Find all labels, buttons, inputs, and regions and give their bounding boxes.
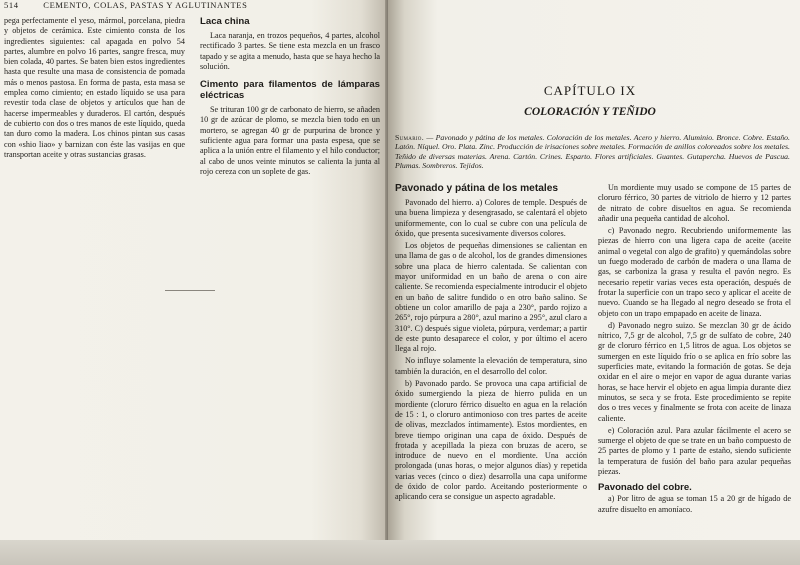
summary-text: — Pavonado y pátina de los metales. Coloración de los metales. Acero y hierro. Aluminio. Bronce. Cobre. Estaño. Latón. Níquel. Oro. Plata. Zinc. Producción de irisaciones sobre metales. Formación de anillos coloreados sobre los metales. Teñido de diversas materias. Arena. Cartón. Crines. Esparto. Flores artificiales. Guantes. Gutapercha. Huevos de Pascua. Plumas. Sombreros. Tejidos. (395, 133, 791, 171)
left-col1-paragraph: pega perfectamente el yeso, mármol, porcelana, piedra y objetos de cerámica. Este cimiento consta de los ingredientes siguientes: cal apagada en polvo 54 partes, alumbre en polvo 16 partes, sangre fresca, muy bien colada, 40 partes. Se baten bien estos ingredientes hasta que resulte una masa de consistencia de pomada más o menos pastosa. En forma de pasta, esta masa se emplea como cimiento; en estado líquido se usa para revestir toda clase de objetos y artículos que han de hacerse impermeables y duraderos. El cartón, después de cubierto con dos o tres manos de este líquido, queda tan duro como la madera. Los chinos pintan sus casas con «shio liao» y barnizan con éste las vasijas en que transportan aceite y otras sustancias grasas. (4, 16, 185, 159)
right-column-2 (598, 183, 791, 515)
column-rule (165, 290, 215, 291)
laca-china-paragraph: Laca naranja, en trozos pequeños, 4 partes, alcohol rectificado 3 partes. Se tiene esta mezcla en un frasco tapado y se agita a menudo, hasta que se haya hecho la solución. (200, 31, 380, 71)
right-col1-paragraph-1: Pavonado del hierro. a) Colores de temple. Después de una buena limpieza y desengrasado, se calentará el objeto uniformemente, con lo cual se cubre con una película de óxido, que presenta sucesivamente diversos colores. (395, 198, 587, 238)
heading-pavonado-cobre: Pavonado del cobre. (598, 482, 692, 494)
left-page (0, 0, 388, 540)
left-column-2 (200, 16, 380, 177)
left-running-head (4, 0, 324, 10)
chapter-title: CAPÍTULO IX (543, 83, 637, 98)
right-col1-paragraph-4: b) Pavonado pardo. Se provoca una capa artificial de óxido sumergiendo la pieza de hierro pulida en un mordiente (cloruro férrico disuelto en agua en la relación de 15 : 1, o cloruro antimonioso con tres partes de aceite de olivas, mezclados íntimamente). Estos mordientes, en breve tiempo originan una capa de óxido. Después de frotada y acepillada la pieza con bruzas de acero, se introduce de nuevo en el mordiente. Una acción prolongada (unas horas, o mejor algunos días) y repetida varias veces (cinco o diez) desarrolla una capa uniforme de óxido de color pardo. Aceitando posteriormente o aplicando cera se consigue un aspecto agradable. (395, 379, 587, 502)
right-col2-paragraph-2: c) Pavonado negro. Recubriendo uniformemente las piezas de hierro con una ligera capa de aceite (aceite animal o vegetal con algo de grafito) y quemándolas sobre un fuego moderado de carbón de madera o una llama de gas, se carboniza la grasa y resulta el pavón negro. Es necesario repetir varias veces esta operación, después de frotar la superficie con un trapo seco y aplicar el aceite de nuevo. Cuando se ha llegado al negro deseado se frota el objeto con un trapo empapado en aceite de linaza. (598, 226, 791, 318)
left-page-number: 514 (4, 0, 19, 10)
chapter-summary (395, 133, 790, 171)
right-col1-paragraph-2: Los objetos de pequeñas dimensiones se calientan en una llama de gas o de alcohol, los de grandes dimensiones sobre una placa de hierro calentada. Se calientan con mayor uniformidad en un baño de arena o con aire caliente. Se recomienda especialmente introducir el objeto en un baño de salitre fundido o en otro baño salino. Se obtiene un color amarillo de paja a 230°, pardo rojizo a 265°, rojo púrpura a 280°, azul marino a 295°, azul claro a 310°. C) después sigue violeta, púrpura, verdemar; a partir de este punto desaparece el color, y por último el acero llega al rojo. (395, 241, 587, 354)
right-col2-paragraph-3: d) Pavonado negro suizo. Se mezclan 30 gr de ácido nítrico, 7,5 gr de alcohol, 7,5 gr de sulfato de cobre, 240 gr de cloruro férrico en 1,5 litros de agua. Los objetos se sumergen en este líquido frío o se aplica en frío sobre las superficies mate, evitando la formación de gotas. Se deja oxidar en el aire o mejor en vapor de agua durante varias horas, se hace hervir el objeto en agua limpia durante diez minutos, se seca y se frota. Este procedimiento se repite dos o tres veces y finalmente se frota con aceite de linaza caliente. (598, 320, 791, 423)
right-col1-paragraph-3: No influye solamente la elevación de temperatura, sino también la duración, en el desarrollo del color. (395, 356, 587, 376)
chapter-subtitle: COLORACIÓN Y TEÑIDO (524, 106, 656, 118)
right-col2-paragraph-1: Un mordiente muy usado se compone de 15 partes de cloruro férrico, 30 partes de vitriolo de hierro y 12 partes de nitrato de cobre disueltos en agua. Se recomienda añadir una pequeña cantidad de alcohol. (598, 183, 791, 223)
right-column-1 (395, 183, 587, 503)
right-col2-last-paragraph: a) Por litro de agua se toman 15 a 20 gr de hígado de azufre disuelto en amoníaco. (598, 494, 791, 514)
summary-label: Sumario. (395, 133, 424, 142)
heading-pavonado-patina: Pavonado y pátina de los metales (395, 183, 559, 194)
heading-laca-china: Laca china (200, 16, 250, 27)
page-bottom-edge (0, 540, 800, 565)
heading-cimento-filamentos: Cimento para filamentos de lámparas eléctricas (200, 79, 380, 102)
right-col2-paragraph-4: e) Coloración azul. Para azular fácilmente el acero se sumerge el objeto de que se trate en un baño compuesto de 25 partes de plomo y 1 parte de estaño, siendo suficiente la temperatura de fusión del baño para azular pequeñas piezas. (598, 425, 791, 477)
cimento-filamentos-paragraph: Se trituran 100 gr de carbonato de hierro, se añaden 10 gr de azúcar de plomo, se mezcla bien todo en un mortero, se agregan 40 gr de purpurina de bronce y suficiente agua para formar una pasta espesa, que se aplica a la unión entre el filamento y el hilo conductor; al cabo de unos veinte minutos se calienta la junta al rojo cereza con un soplete de gas. (200, 105, 380, 176)
left-running-title: CEMENTO, COLAS, PASTAS Y AGLUTINANTES (43, 0, 248, 10)
left-column-1 (4, 16, 185, 160)
